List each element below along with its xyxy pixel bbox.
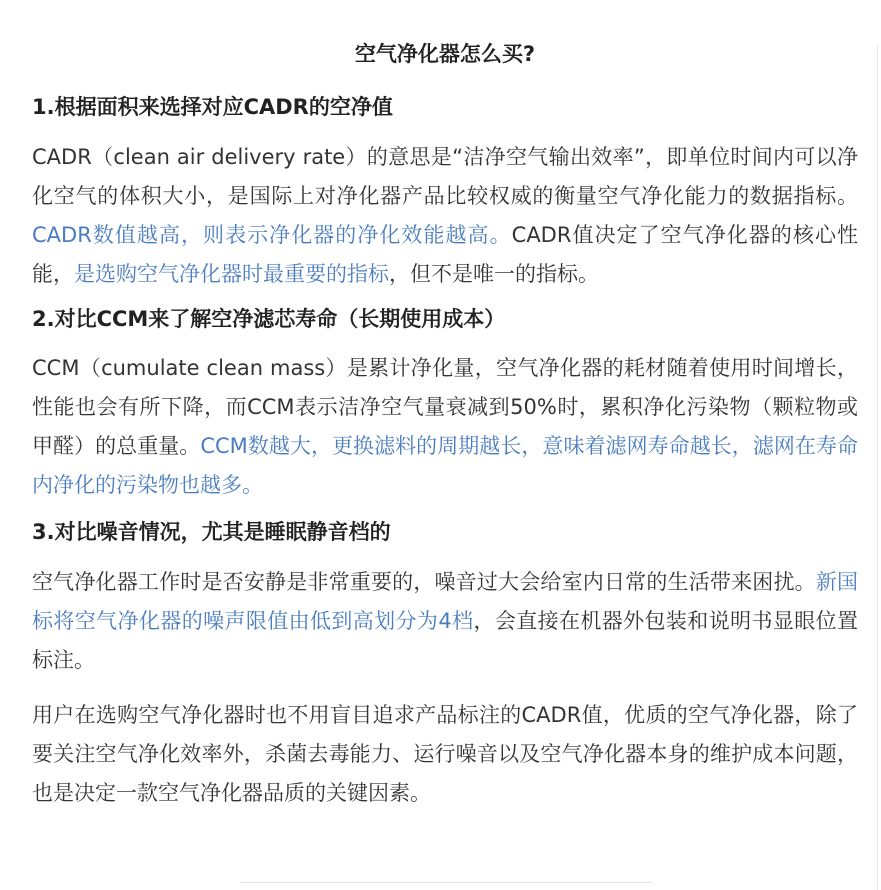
article [32, 34, 858, 813]
closing-paragraph: 用户在选购空气净化器时也不用盲目追求产品标注的CADR值，优质的空气净化器，除了要关注空气净化效率外，杀菌去毒能力、运行噪音以及空气净化器本身的维护成本问题，也是决定一款空气净化器品质的关键因素。 [32, 703, 858, 805]
page-right-border [877, 46, 878, 890]
highlighted-text: CADR数值越高，则表示净化器的净化效能越高。 [32, 223, 512, 247]
section-heading-cadr: 1.根据面积来选择对应CADR的空净值 [32, 95, 393, 119]
highlighted-text: 新国标将空气净化器的噪声限值由低到高划分为4档 [32, 570, 858, 633]
paragraph-text: CADR（clean air delivery rate）的意思是“洁净空气输出效率”，即单位时间内可以净化空气的体积大小，是国际上对净化器产品比较权威的衡量空气净化能力的数据指标。 [32, 145, 858, 208]
paragraph-text: 空气净化器工作时是否安静是非常重要的，噪音过大会给室内日常的生活带来困扰。 [32, 570, 816, 594]
paragraph-text: CCM（cumulate clean mass）是累计净化量，空气净化器的耗材随着使用时间增长，性能也会有所下降，而CCM表示洁净空气量衰减到50%时，累积净化污染物（颗粒物或甲醛）的总重量。 [32, 356, 858, 458]
article-title: 空气净化器怎么买? [354, 42, 536, 66]
section-heading-noise: 3.对比噪音情况，尤其是睡眠静音档的 [32, 520, 391, 544]
paragraph-ccm [32, 349, 858, 505]
section-heading-ccm: 2.对比CCM来了解空净滤芯寿命（长期使用成本） [32, 307, 506, 331]
highlighted-text: 是选购空气净化器时最重要的指标 [74, 262, 389, 286]
highlighted-text: CCM数越大，更换滤料的周期越长，意味着滤网寿命越长，滤网在寿命内净化的污染物也越多。 [32, 434, 858, 497]
paragraph-text: ，但不是唯一的指标。 [389, 262, 599, 286]
paragraph-text: ，会直接在机器外包装和说明书显眼位置标注。 [32, 609, 859, 672]
paragraph-text: CADR值决定了空气净化器的核心性能， [32, 223, 858, 286]
paragraph-cadr [32, 138, 858, 294]
bottom-divider [240, 882, 652, 883]
paragraph-noise [32, 563, 858, 680]
